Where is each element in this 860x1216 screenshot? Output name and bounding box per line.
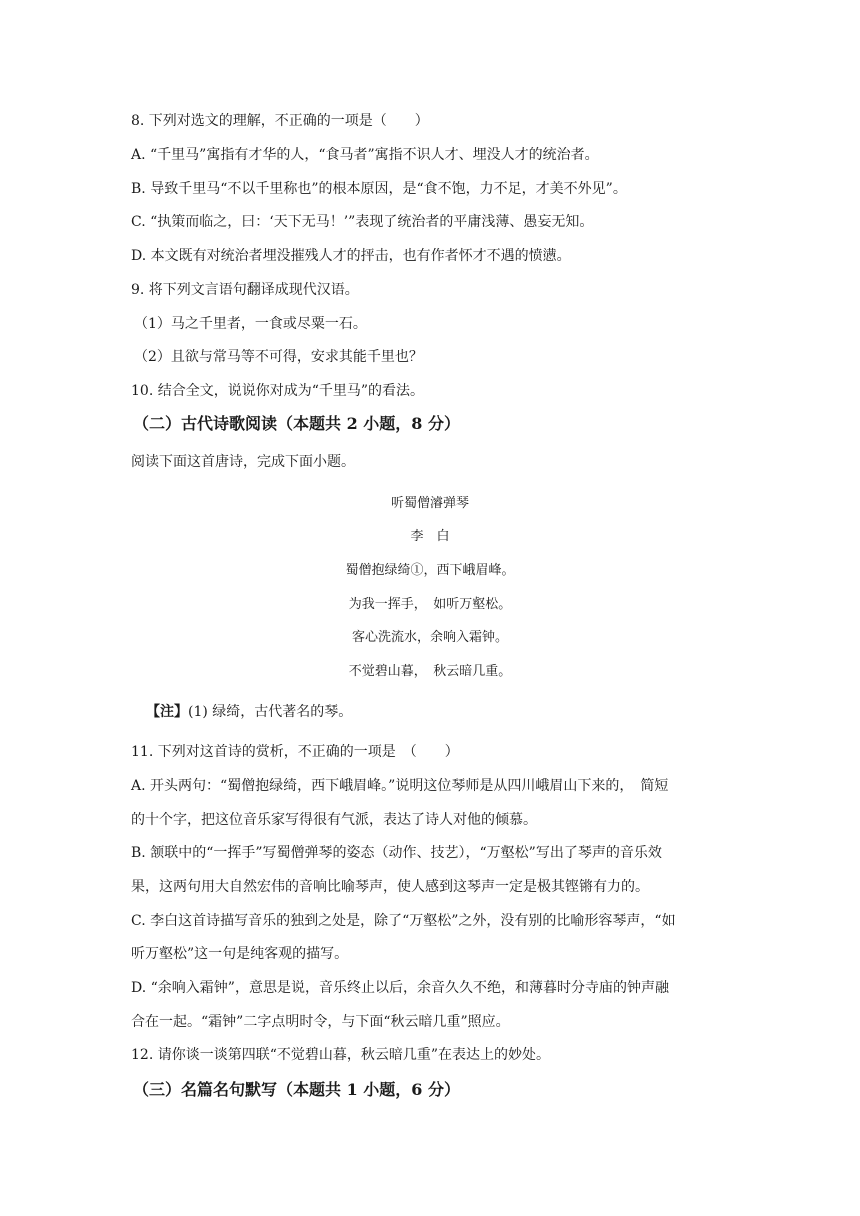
question-9-sentence-1: （1）马之千里者，一食或尽粟一石。 [134,316,367,332]
section-2-heading: （二）古代诗歌阅读（本题共 2 小题，8 分） [133,414,460,433]
poem-line-1: 蜀僧抱绿绮①，西下峨眉峰。 [345,563,515,578]
poem-line-4: 不觉碧山暮， 秋云暗几重。 [348,664,512,679]
question-8-option-c: C. “执策而临之，曰：‘天下无马！’”表现了统治者的平庸浅薄、愚妄无知。 [131,214,594,230]
question-9-stem: 9. 将下列文言语句翻译成现代汉语。 [131,282,359,298]
question-11-option-b-line-1: B. 颔联中的“一挥手”写蜀僧弹琴的姿态（动作、技艺），“万壑松”写出了琴声的音乐效 [131,845,662,861]
question-11-option-d-line-1: D. “余响入霜钟”，意思是说，音乐终止以后，余音久久不绝，和薄暮时分寺庙的钟声融 [131,980,669,996]
poem-title: 听蜀僧濬弹琴 [390,496,469,511]
question-11-option-c-line-2: 听万壑松”这一句是纯客观的描写。 [131,946,349,962]
question-11-option-c-line-1: C. 李白这首诗描写音乐的独到之处是，除了“万壑松”之外，没有别的比喻形容琴声，“如 [131,913,676,929]
poem-note-text: (1) 绿绮，古代著名的琴。 [188,704,353,720]
question-11-option-b-line-2: 果，这两句用大自然宏伟的音响比喻琴声，使人感到这琴声一定是极其铿锵有力的。 [131,879,649,895]
poem-author: 李 白 [410,529,450,544]
question-9-sentence-2: （2）且欲与常马等不可得，安求其能千里也？ [134,349,423,365]
poem-line-3: 客心洗流水，余响入霜钟。 [351,630,508,645]
question-8-option-d: D. 本文既有对统治者埋没摧残人才的抨击，也有作者怀才不遇的愤懑。 [131,248,571,264]
section-3-heading: （三）名篇名句默写（本题共 1 小题，6 分） [133,1080,460,1099]
question-12-stem: 12. 请你谈一谈第四联“不觉碧山暮，秋云暗几重”在表达上的妙处。 [131,1047,551,1063]
question-8-option-a: A. “千里马”寓指有才华的人，“食马者”寓指不识人才、埋没人才的统治者。 [131,147,599,163]
question-10-stem: 10. 结合全文，说说你对成为“千里马”的看法。 [131,383,425,399]
question-8-stem: 8. 下列对选文的理解，不正确的一项是（ ） [131,113,429,129]
question-11-option-a-line-2: 的十个字，把这位音乐家写得很有气派，表达了诗人对他的倾慕。 [131,812,537,828]
question-11-option-d-line-2: 合在一起。“霜钟”二字点明时令，与下面“秋云暗几重”照应。 [131,1014,510,1030]
question-8-option-b: B. 导致千里马“不以千里称也”的根本原因，是“食不饱，力不足，才美不外见”。 [131,181,627,197]
question-11-option-a-line-1: A. 开头两句：“蜀僧抱绿绮，西下峨眉峰。”说明这位琴师是从四川峨眉山下来的， 简短 [131,778,669,794]
poem-note [146,702,352,722]
section-2-intro: 阅读下面这首唐诗，完成下面小题。 [131,454,355,470]
question-11-stem: 11. 下列对这首诗的赏析，不正确的一项是 （ ） [131,744,459,760]
poem-line-2: 为我一挥手， 如听万壑松。 [348,597,512,612]
poem-note-label: 【注】 [146,704,188,720]
